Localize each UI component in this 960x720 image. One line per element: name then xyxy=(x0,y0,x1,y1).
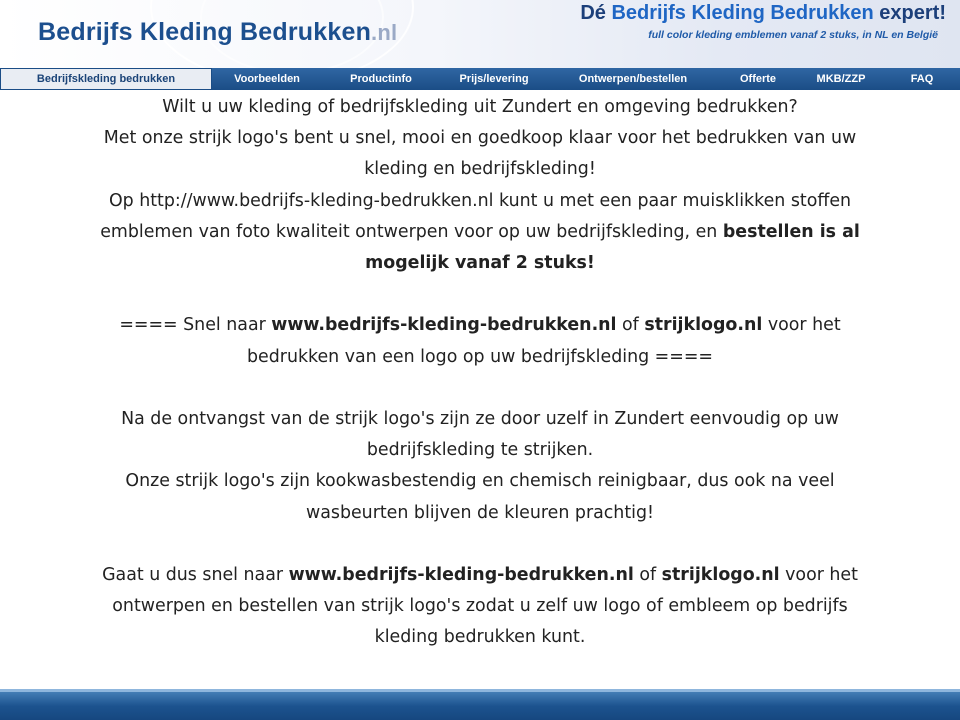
content-line: Na de ontvangst van de strijk logo's zijn ze door uzelf in Zundert eenvoudig op uw xyxy=(121,409,839,429)
content-line: wasbeurten blijven de kleuren prachtig! xyxy=(306,502,654,523)
content-line xyxy=(0,560,960,591)
tagline-suffix: expert! xyxy=(879,2,946,24)
strijklogo-link[interactable]: strijklogo.nl xyxy=(644,315,763,336)
content-line: bedrijfskleding te strijken. xyxy=(366,440,594,461)
nav-item-mkb-zzp[interactable]: MKB/ZZP xyxy=(816,73,866,85)
tagline-prefix: Dé xyxy=(580,2,606,24)
content-text: of xyxy=(633,565,662,585)
content-line: bedrukken van een logo op uw bedrijfskleding ==== xyxy=(247,346,713,367)
nav-item-productinfo[interactable]: Productinfo xyxy=(350,73,412,85)
content-line: ontwerpen en bestellen van strijk logo's zodat u zelf uw logo of embleem op bedrijfs xyxy=(112,596,848,617)
site-link[interactable]: www.bedrijfs-kleding-bedrukken.nl xyxy=(271,315,617,336)
content-line: kleding en bedrijfskleding! xyxy=(364,159,596,180)
content-text: emblemen van foto kwaliteit ontwerpen voor op uw bedrijfskleding, en xyxy=(100,221,723,242)
paragraph-gap xyxy=(0,373,960,404)
content-line xyxy=(0,217,960,248)
site-link[interactable]: www.bedrijfs-kleding-bedrukken.nl xyxy=(288,565,634,585)
main-nav xyxy=(0,68,960,90)
header-tagline xyxy=(580,2,946,25)
content-text: Gaat u dus snel naar xyxy=(102,565,289,585)
nav-item-prijs-levering[interactable]: Prijs/levering xyxy=(459,73,529,85)
content-line: Met onze strijk logo's bent u snel, mooi en goedkoop klaar voor het bedrukken van uw xyxy=(103,128,857,149)
content-text: of xyxy=(616,315,645,336)
content-text: voor het xyxy=(762,315,841,336)
content-text: ==== Snel naar xyxy=(119,315,272,336)
content-line: Op http://www.bedrijfs-kleding-bedrukken.nl kunt u met een paar muisklikken stoffen xyxy=(108,190,852,211)
site-logo[interactable] xyxy=(38,18,397,47)
logo-text: Bedrijfs Kleding Bedrukken xyxy=(38,18,372,46)
content-line: Wilt u uw kleding of bedrijfskleding uit Zundert en omgeving bedrukken? xyxy=(162,97,798,117)
main-content xyxy=(0,92,960,654)
site-header xyxy=(0,0,960,68)
paragraph-gap xyxy=(0,279,960,310)
content-line xyxy=(0,310,960,341)
nav-item-bedrijfskleding-bedrukken[interactable]: Bedrijfskleding bedrukken xyxy=(0,68,212,90)
nav-item-voorbeelden[interactable]: Voorbeelden xyxy=(234,73,300,85)
nav-item-faq[interactable]: FAQ xyxy=(910,73,934,85)
logo-suffix: .nl xyxy=(371,20,398,45)
paragraph-gap xyxy=(0,529,960,560)
nav-item-ontwerpen-bestellen[interactable]: Ontwerpen/bestellen xyxy=(578,73,688,85)
tagline-highlight: Bedrijfs Kleding Bedrukken xyxy=(611,2,874,24)
content-text: voor het xyxy=(779,565,858,585)
header-subtagline: full color kleding emblemen vanaf 2 stuks, in NL en België xyxy=(648,29,938,41)
strijklogo-link[interactable]: strijklogo.nl xyxy=(661,565,780,585)
content-line: kleding bedrukken kunt. xyxy=(374,627,586,648)
order-highlight-line: mogelijk vanaf 2 stuks! xyxy=(365,253,595,274)
order-highlight: bestellen is al xyxy=(722,221,860,242)
content-line: Onze strijk logo's zijn kookwasbestendig en chemisch reinigbaar, dus ook na veel xyxy=(125,471,835,492)
footer-highlight xyxy=(0,689,960,692)
nav-item-offerte[interactable]: Offerte xyxy=(739,73,777,85)
site-footer xyxy=(0,689,960,720)
